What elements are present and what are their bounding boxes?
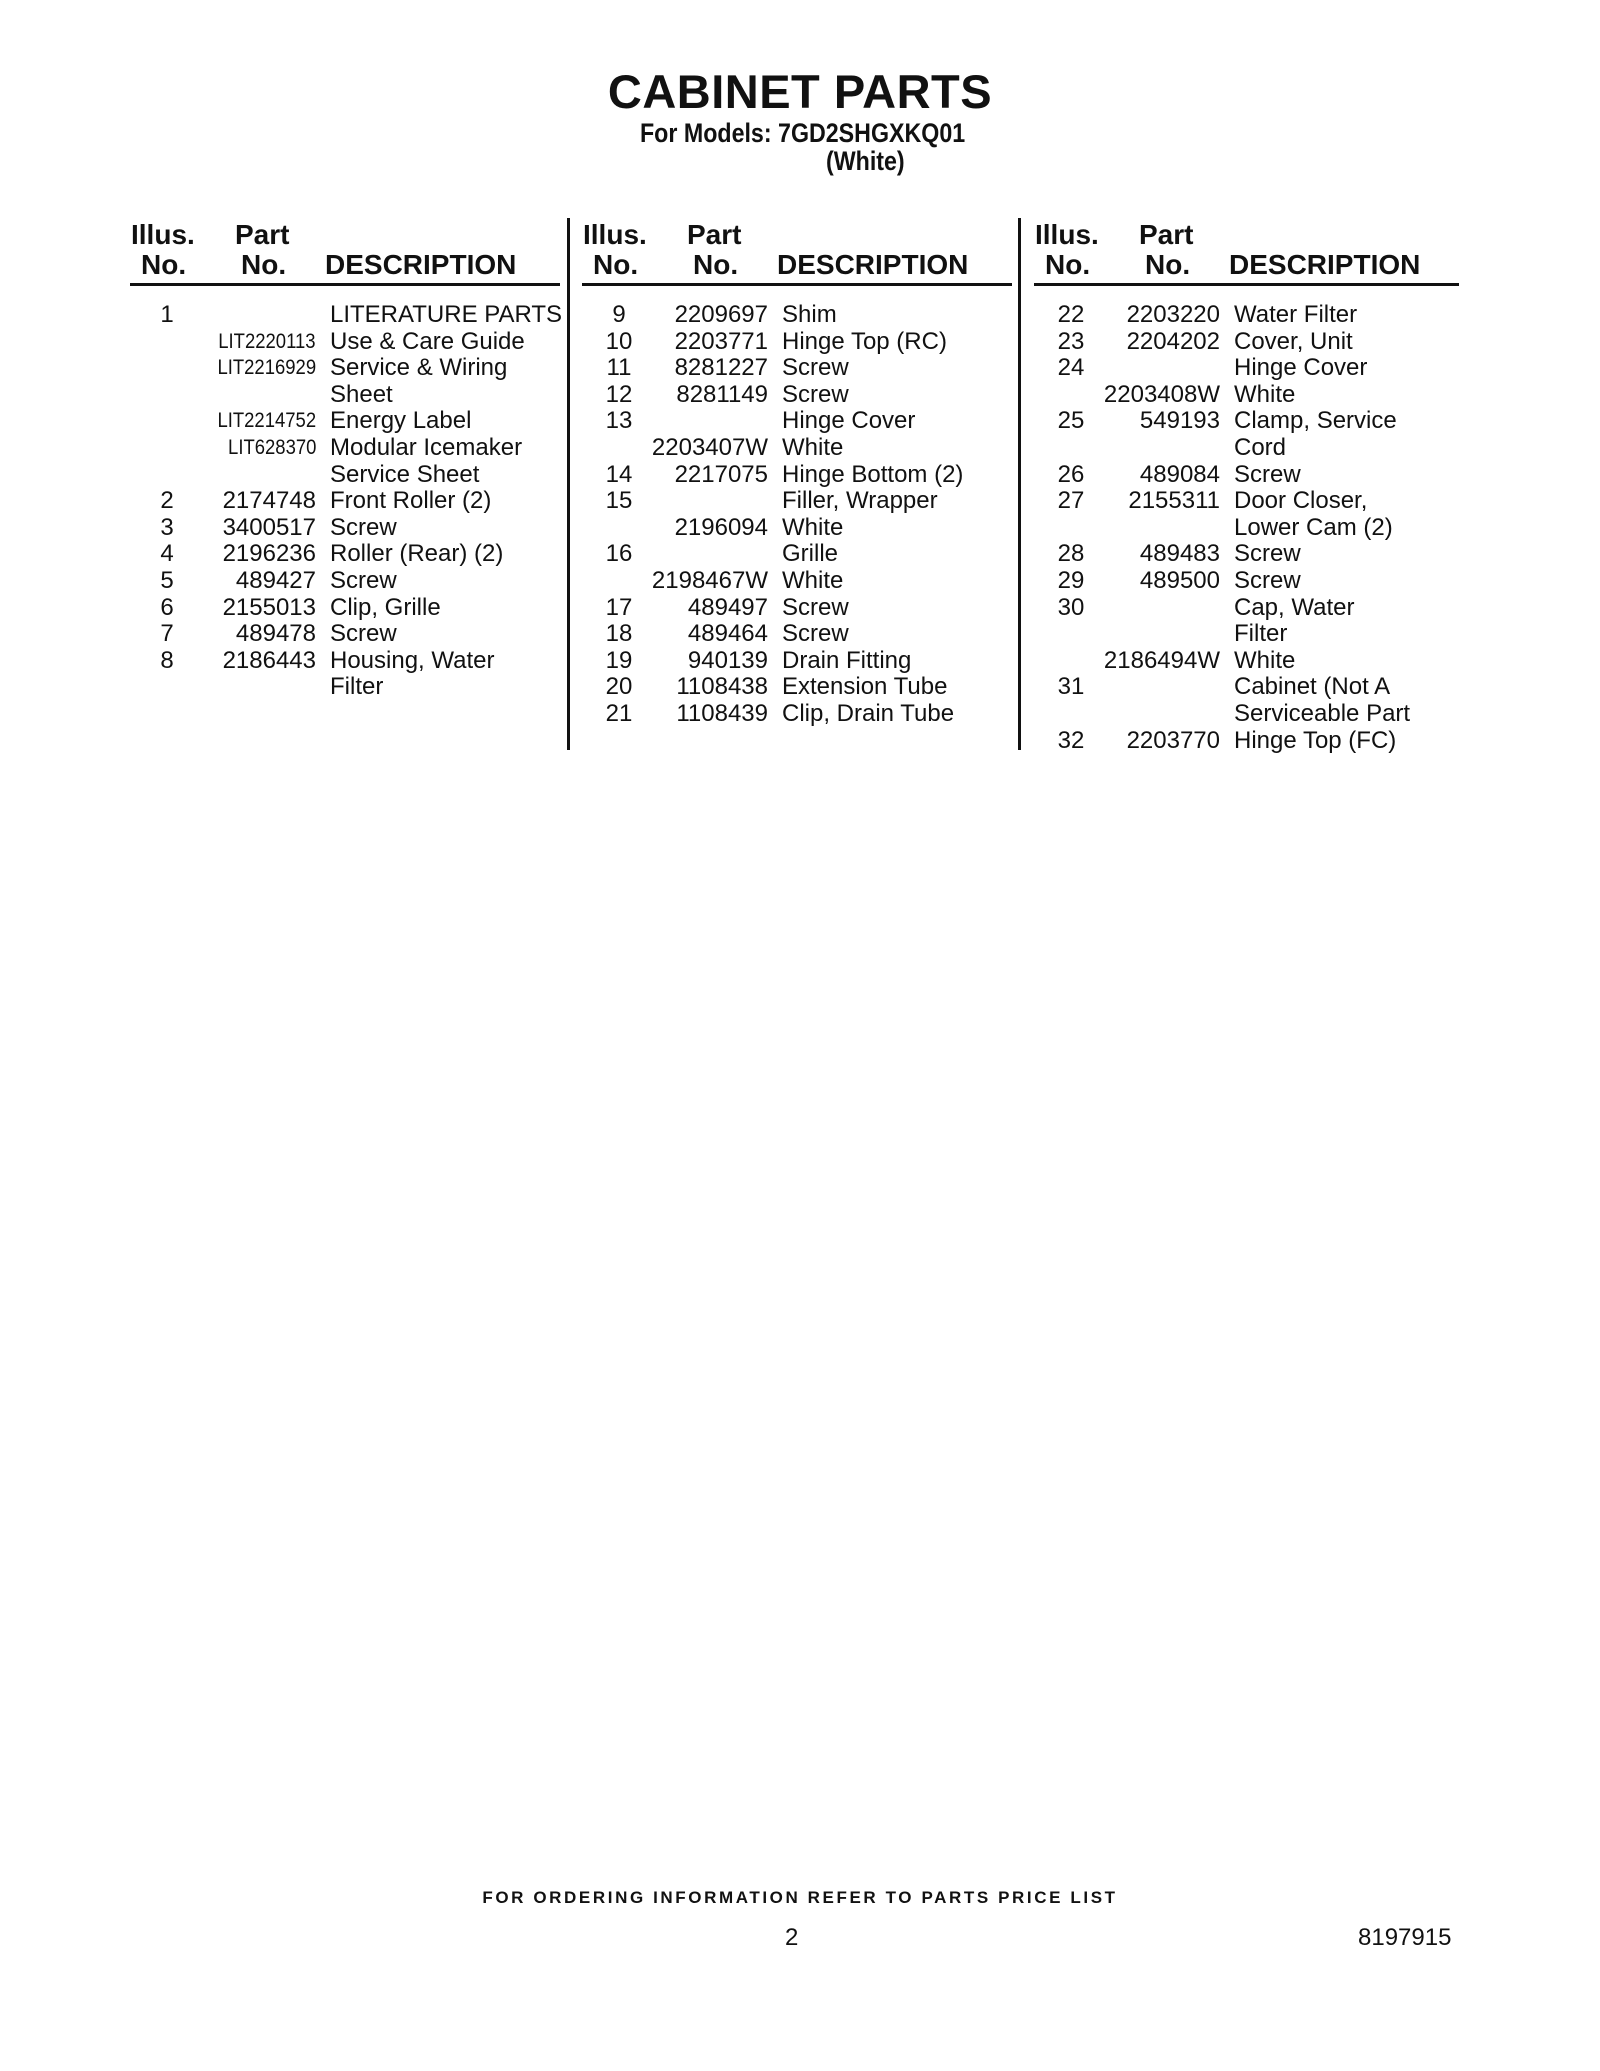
- part-row: [130, 355, 570, 382]
- illus-number: 21: [605, 699, 633, 727]
- column-header: [582, 218, 1022, 286]
- part-row: [130, 541, 570, 568]
- part-number: 549193: [1139, 407, 1220, 435]
- part-row: [130, 462, 570, 489]
- illus-number: 15: [605, 487, 633, 515]
- illus-number: 17: [605, 593, 633, 621]
- illus-number: 29: [1057, 566, 1085, 594]
- part-row: [582, 329, 1022, 356]
- part-description: Service & Wiring: [330, 354, 508, 382]
- part-number: 489478: [235, 620, 316, 648]
- part-row: [1034, 302, 1474, 329]
- part-row: [130, 382, 570, 409]
- part-row: [130, 408, 570, 435]
- part-number: 1108438: [676, 673, 768, 701]
- part-number: 2203408W: [1103, 380, 1220, 408]
- part-row: [582, 435, 1022, 462]
- part-description: Drain Fitting: [782, 646, 912, 674]
- part-number: 489464: [687, 620, 768, 648]
- part-number: 8281227: [674, 354, 768, 382]
- part-row: [130, 621, 570, 648]
- part-description: Door Closer,: [1234, 487, 1368, 515]
- part-number: 489084: [1139, 460, 1220, 488]
- header-illus-top: Illus.: [1035, 219, 1099, 250]
- part-description: Energy Label: [330, 407, 472, 435]
- part-row: [1034, 621, 1474, 648]
- part-row: [130, 568, 570, 595]
- part-number: 3400517: [222, 513, 316, 541]
- part-description: Lower Cam (2): [1234, 513, 1393, 541]
- illus-number: 27: [1057, 487, 1085, 515]
- illus-number: 19: [605, 646, 633, 674]
- part-description: Extension Tube: [782, 673, 948, 701]
- part-number: 1108439: [676, 699, 768, 727]
- part-number: 8281149: [676, 380, 768, 408]
- part-description: Hinge Cover: [1234, 354, 1368, 382]
- illus-number: 10: [605, 327, 633, 355]
- header-illus-bottom: No.: [1045, 249, 1091, 280]
- part-row: [582, 302, 1022, 329]
- illus-number: 7: [160, 620, 174, 648]
- part-number: 2155311: [1128, 487, 1220, 515]
- parts-column-1: [130, 218, 570, 758]
- part-description: Roller (Rear) (2): [330, 540, 504, 568]
- part-row: [582, 355, 1022, 382]
- header-part-bottom: No.: [241, 249, 287, 280]
- part-row: [582, 541, 1022, 568]
- illus-number: 6: [160, 593, 174, 621]
- part-description: Screw: [1234, 540, 1301, 568]
- part-description: Cap, Water: [1234, 593, 1355, 621]
- part-number: LIT2214752: [217, 409, 316, 433]
- part-description: Housing, Water: [330, 646, 495, 674]
- header-part-top: Part: [1139, 219, 1194, 250]
- part-number: 2196094: [674, 513, 768, 541]
- header-part-top: Part: [687, 219, 742, 250]
- part-description: Screw: [1234, 460, 1301, 488]
- part-description: Screw: [782, 593, 849, 621]
- illus-number: 20: [605, 673, 633, 701]
- part-description: Screw: [782, 380, 849, 408]
- part-row: [1034, 648, 1474, 675]
- part-description: Front Roller (2): [330, 487, 492, 515]
- part-row: [130, 515, 570, 542]
- part-description: Screw: [330, 620, 397, 648]
- illus-number: 5: [160, 566, 174, 594]
- part-row: [130, 302, 570, 329]
- illus-number: 22: [1057, 301, 1085, 328]
- part-number: 489483: [1139, 540, 1220, 568]
- part-description: Hinge Top (FC): [1234, 726, 1397, 754]
- part-row: [582, 515, 1022, 542]
- parts-rows: [582, 302, 1022, 728]
- part-description: Filler, Wrapper: [782, 487, 938, 515]
- parts-rows: [1034, 302, 1474, 754]
- part-row: [582, 408, 1022, 435]
- part-row: [1034, 595, 1474, 622]
- header-underline: [130, 283, 560, 286]
- part-row: [582, 648, 1022, 675]
- part-description: LITERATURE PARTS: [330, 301, 563, 328]
- part-description: Screw: [330, 566, 397, 594]
- part-number: 489497: [687, 593, 768, 621]
- part-number: 2174748: [222, 487, 316, 515]
- part-row: [1034, 515, 1474, 542]
- part-row: [582, 462, 1022, 489]
- part-number: 2186494W: [1103, 646, 1220, 674]
- part-number: 489427: [235, 566, 316, 594]
- part-number: 489500: [1139, 566, 1220, 594]
- part-row: [1034, 355, 1474, 382]
- part-description: Screw: [1234, 566, 1301, 594]
- part-number: 940139: [687, 646, 768, 674]
- part-row: [1034, 462, 1474, 489]
- part-description: Cover, Unit: [1234, 327, 1353, 355]
- header-description: DESCRIPTION: [325, 249, 517, 280]
- part-description: Cabinet (Not A: [1234, 673, 1391, 701]
- part-description: Clip, Grille: [330, 593, 441, 621]
- part-description: Hinge Bottom (2): [782, 460, 964, 488]
- part-description: Sheet: [330, 380, 393, 408]
- illus-number: 30: [1057, 593, 1085, 621]
- part-row: [1034, 408, 1474, 435]
- part-row: [1034, 435, 1474, 462]
- part-description: White: [1234, 380, 1296, 408]
- models-line: For Models: 7GD2SHGXKQ01: [640, 118, 966, 148]
- illus-number: 31: [1057, 673, 1085, 701]
- part-row: [1034, 728, 1474, 755]
- part-row: [582, 595, 1022, 622]
- part-number: LIT2216929: [217, 356, 316, 380]
- illus-number: 9: [612, 301, 626, 328]
- illus-number: 23: [1057, 327, 1085, 355]
- header-underline: [1034, 283, 1459, 286]
- part-row: [1034, 568, 1474, 595]
- part-description: Grille: [782, 540, 839, 568]
- header-illus-top: Illus.: [131, 219, 195, 250]
- part-number: 2203220: [1126, 301, 1220, 328]
- illus-number: 12: [605, 380, 633, 408]
- part-number: 2186443: [222, 646, 316, 674]
- part-row: [1034, 701, 1474, 728]
- part-description: Screw: [330, 513, 397, 541]
- part-description: White: [782, 566, 844, 594]
- part-description: Hinge Top (RC): [782, 327, 947, 355]
- part-row: [582, 701, 1022, 728]
- illus-number: 24: [1057, 354, 1085, 382]
- part-description: Screw: [782, 354, 849, 382]
- part-description: Clip, Drain Tube: [782, 699, 955, 727]
- illus-number: 4: [160, 540, 174, 568]
- part-row: [130, 595, 570, 622]
- part-row: [582, 621, 1022, 648]
- part-row: [130, 674, 570, 701]
- illus-number: 32: [1057, 726, 1085, 754]
- part-row: [582, 382, 1022, 409]
- column-header: [1034, 218, 1474, 286]
- illus-number: 8: [160, 646, 174, 674]
- header-part-bottom: No.: [693, 249, 739, 280]
- part-row: [582, 568, 1022, 595]
- part-description: White: [1234, 646, 1296, 674]
- part-row: [130, 329, 570, 356]
- part-row: [1034, 674, 1474, 701]
- part-row: [1034, 488, 1474, 515]
- illus-number: 28: [1057, 540, 1085, 568]
- part-number: 2196236: [222, 540, 316, 568]
- header-description: DESCRIPTION: [777, 249, 969, 280]
- illus-number: 2: [160, 487, 174, 515]
- parts-rows: [130, 302, 570, 701]
- part-description: White: [782, 513, 844, 541]
- part-number: 2203771: [674, 327, 768, 355]
- parts-column-2: [582, 218, 1022, 758]
- part-number: LIT2220113: [218, 329, 316, 353]
- part-description: Hinge Cover: [782, 407, 916, 435]
- part-row: [130, 488, 570, 515]
- part-description: Shim: [782, 301, 837, 328]
- part-number: LIT628370: [227, 435, 316, 459]
- part-number: 2203770: [1126, 726, 1220, 754]
- header-illus-top: Illus.: [583, 219, 647, 250]
- page-number: 2: [785, 1924, 799, 1951]
- header-underline: [582, 283, 1012, 286]
- part-description: White: [782, 433, 844, 461]
- part-row: [1034, 541, 1474, 568]
- column-divider: [567, 218, 570, 750]
- part-description: Clamp, Service: [1234, 407, 1397, 435]
- illus-number: 16: [605, 540, 633, 568]
- illus-number: 3: [160, 513, 174, 541]
- illus-number: 1: [160, 301, 174, 328]
- header-description: DESCRIPTION: [1229, 249, 1421, 280]
- header-illus-bottom: No.: [141, 249, 187, 280]
- part-number: 2204202: [1126, 327, 1220, 355]
- part-row: [582, 488, 1022, 515]
- part-row: [130, 648, 570, 675]
- part-row: [1034, 329, 1474, 356]
- illus-number: 26: [1057, 460, 1085, 488]
- ordering-note: FOR ORDERING INFORMATION REFER TO PARTS PRICE LIST: [482, 1888, 1118, 1907]
- illus-number: 18: [605, 620, 633, 648]
- part-row: [582, 674, 1022, 701]
- illus-number: 14: [605, 460, 633, 488]
- parts-column-3: [1034, 218, 1474, 758]
- part-number: 2203407W: [651, 433, 768, 461]
- part-description: Use & Care Guide: [330, 327, 525, 355]
- header-part-bottom: No.: [1145, 249, 1191, 280]
- header-part-top: Part: [235, 219, 290, 250]
- part-description: Filter: [1234, 620, 1288, 648]
- part-row: [130, 435, 570, 462]
- part-description: Screw: [782, 620, 849, 648]
- part-number: 2155013: [222, 593, 316, 621]
- illus-number: 11: [606, 354, 632, 382]
- part-description: Water Filter: [1234, 301, 1358, 328]
- part-description: Serviceable Part: [1234, 699, 1411, 727]
- column-divider: [1018, 218, 1021, 750]
- column-header: [130, 218, 570, 286]
- color-line: (White): [826, 146, 905, 176]
- part-description: Modular Icemaker: [330, 433, 523, 461]
- part-number: 2198467W: [651, 566, 768, 594]
- part-description: Filter: [330, 673, 384, 701]
- header-illus-bottom: No.: [593, 249, 639, 280]
- part-description: Cord: [1234, 433, 1287, 461]
- part-row: [1034, 382, 1474, 409]
- document-number: 8197915: [1358, 1924, 1452, 1951]
- part-number: 2217075: [674, 460, 768, 488]
- illus-number: 13: [605, 407, 633, 435]
- illus-number: 25: [1057, 407, 1085, 435]
- part-number: 2209697: [674, 301, 768, 328]
- part-description: Service Sheet: [330, 460, 480, 488]
- page-title: CABINET PARTS: [607, 65, 993, 118]
